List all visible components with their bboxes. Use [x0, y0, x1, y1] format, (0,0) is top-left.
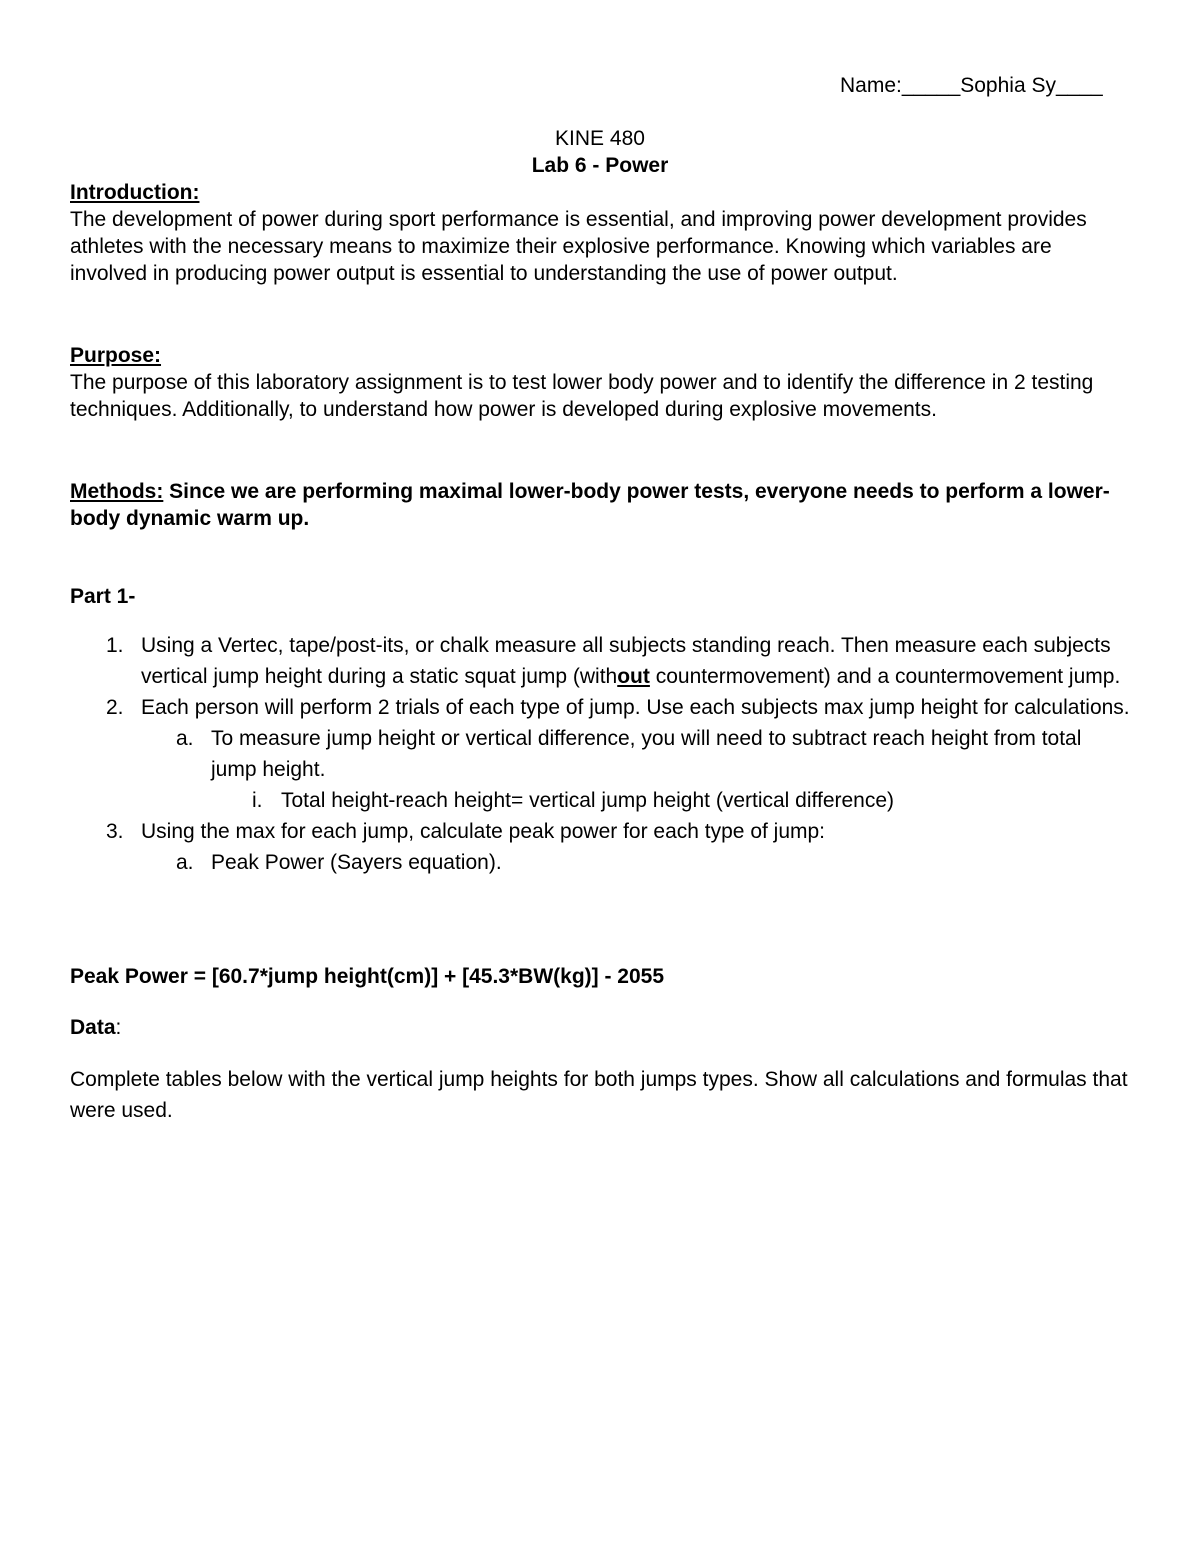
introduction-heading: Introduction:: [70, 181, 200, 204]
introduction-section: [70, 179, 1130, 287]
list-item-text: Peak Power (Sayers equation).: [211, 851, 502, 874]
course-title: KINE 480: [555, 127, 645, 150]
methods-section: [70, 478, 1130, 532]
list-item-number: i.: [252, 789, 263, 812]
list-item-text: Total height-reach height= vertical jump height (vertical difference): [281, 789, 895, 812]
list-item: [70, 630, 1130, 692]
methods-body: Since we are performing maximal lower-body power tests, everyone needs to perform a lower-body dynamic warm up.: [70, 480, 1110, 530]
list-item-number: 1.: [106, 634, 124, 657]
purpose-section: [70, 342, 1130, 423]
data-heading-colon: :: [115, 1016, 122, 1039]
student-name: Name:_____Sophia Sy____: [840, 74, 1103, 97]
list-item-text: Using a Vertec, tape/post-its, or chalk measure all subjects standing reach. Then measure each subjects vertical jump height during a static squat jump (with: [141, 634, 1111, 688]
list-item: [70, 816, 1130, 847]
list-item-text: To measure jump height or vertical difference, you will need to subtract reach height from total jump height.: [211, 727, 1082, 781]
purpose-heading: Purpose:: [70, 344, 162, 367]
part1-heading: Part 1-: [70, 585, 136, 608]
sub-list-item: [70, 723, 1130, 785]
list-item-number: a.: [176, 727, 194, 750]
list-item: [70, 692, 1130, 723]
peak-power-formula: Peak Power = [60.7*jump height(cm)] + [45.3*BW(kg)] - 2055: [70, 965, 665, 988]
sub-list-item: [70, 847, 1130, 878]
data-heading: Data: [70, 1016, 116, 1039]
data-instructions-section: [70, 1064, 1130, 1126]
data-instructions: Complete tables below with the vertical jump heights for both jumps types. Show all calculations and formulas that were used.: [70, 1068, 1128, 1122]
part1-list: [70, 630, 1130, 878]
list-item-number: 2.: [106, 696, 124, 719]
introduction-body: The development of power during sport performance is essential, and improving power development provides athletes with the necessary means to maximize their explosive performance. Knowing which variables are involved in producing power output is essential to understanding the use of power output.: [70, 208, 1087, 285]
sub-sub-list-item: [70, 785, 1130, 816]
list-item-number: 3.: [106, 820, 124, 843]
list-item-text: Using the max for each jump, calculate peak power for each type of jump:: [141, 820, 826, 843]
part1-heading-wrap: [70, 583, 1130, 610]
methods-heading: Methods:: [70, 480, 164, 503]
formula-section: [70, 963, 1130, 990]
title-block: [70, 125, 1130, 179]
list-item-number: a.: [176, 851, 194, 874]
purpose-body: The purpose of this laboratory assignment is to test lower body power and to identify the difference in 2 testing techniques. Additionally, to understand how power is developed during explosive movements.: [70, 371, 1094, 421]
data-section: [70, 1014, 1130, 1041]
emphasis-text: out: [617, 665, 650, 688]
lab-title: Lab 6 - Power: [531, 154, 669, 177]
list-item-text-continued: countermovement) and a countermovement jump.: [649, 665, 1121, 688]
list-item-text: Each person will perform 2 trials of each type of jump. Use each subjects max jump height for calculations.: [141, 696, 1130, 719]
